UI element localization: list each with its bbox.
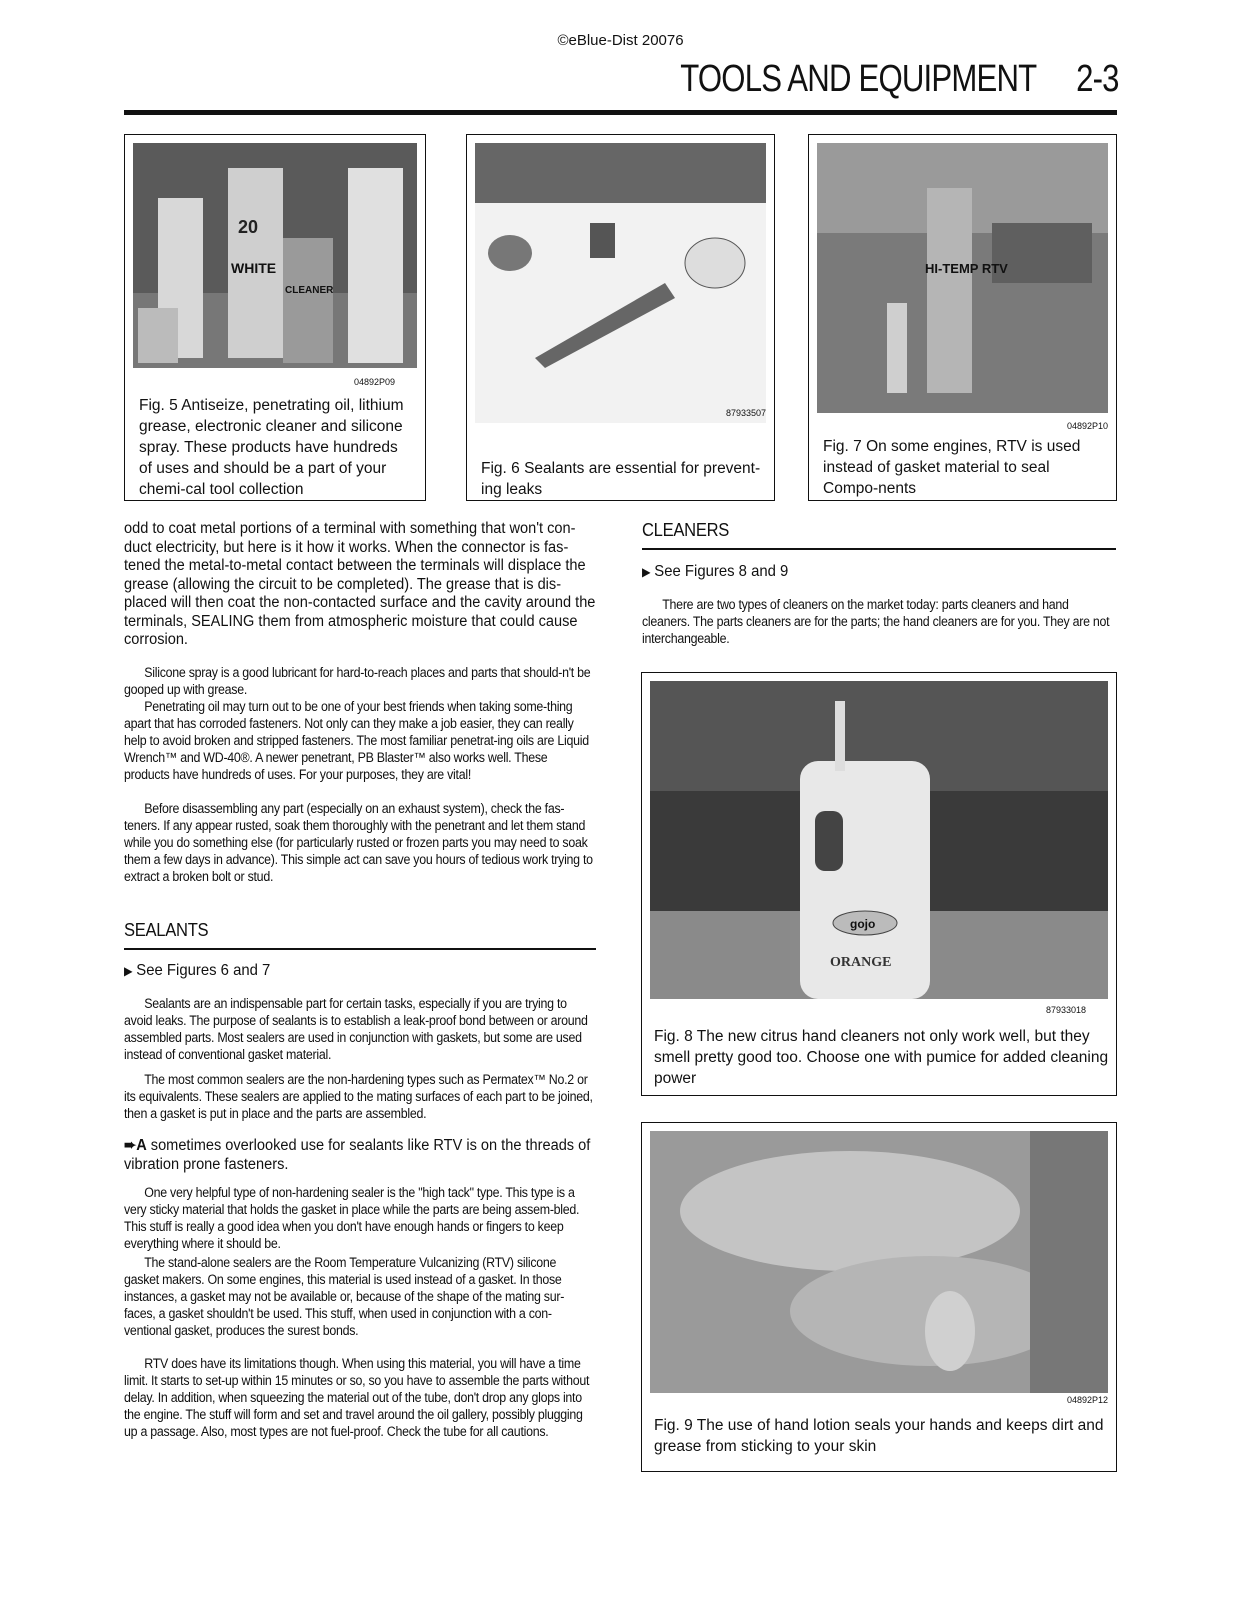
see-arrow-icon: ▶ [124, 964, 133, 978]
section-title: TOOLS AND EQUIPMENT [680, 58, 1037, 100]
note-text: sometimes overlooked use for sealants like RTV is on the threads of vibration prone fasteners. [124, 1137, 591, 1173]
fig5-can-label-3: CLEANER [285, 285, 334, 296]
sealants-heading: SEALANTS [124, 920, 209, 940]
fig5-can-label-2: WHITE [231, 260, 277, 276]
paragraph-continue: odd to coat metal portions of a terminal with something that won't con-duct electricity, but here is it how it works. When the connector is fas-tened the metal-to-metal contact between the terminals will displace the grease (allowing the circuit to be completed). The grease that is dis-placed will then coat the non-contacted surface and the cavity around the terminals, SEALING them from atmospheric moisture that could cause corrosion. [124, 520, 596, 648]
figure-9-caption: Fig. 9 The use of hand lotion seals your hands and keeps dirt and grease from sticking to your skin [654, 1417, 1104, 1455]
paragraph-silicone: Silicone spray is a good lubricant for hard-to-reach places and parts that should-n't be gooped up with grease. [124, 665, 591, 697]
paragraph-sealants-2: The most common sealers are the non-hardening types such as Permatex™ No.2 or its equivalents. These sealers are applied to the mating surfaces of each part to be joined, then a gasket is put in place and the parts are assembled. [124, 1072, 593, 1121]
figure-7-caption: Fig. 7 On some engines, RTV is used instead of gasket material to seal Compo-nents [823, 438, 1081, 497]
cleaners-see-text: See Figures 8 and 9 [654, 563, 789, 580]
figure-7-photo [817, 143, 1108, 413]
figure-5-code: 04892P09 [353, 377, 395, 387]
sealants-see-text: See Figures 6 and 7 [136, 962, 271, 979]
paragraph-penetrating: Penetrating oil may turn out to be one of your best friends when taking some-thing apart that has corroded fasteners. Not only can they make a job easier, they can really help to avoid broken and stripped fasteners. The most familiar penetrat-ing oils are Liquid Wrench™ and WD-40®. A newer penetrant, PB Blaster™ also works well. These products have hundreds of uses. For your purposes, they are vital! [124, 699, 589, 782]
figure-7 [808, 134, 1117, 501]
paragraph-sealants-1: Sealants are an indispensable part for certain tasks, especially if you are trying to avoid leaks. The purpose of sealants is to establish a leak-proof bond between or around assembled parts. Most sealers are used in conjunction with gaskets, but some are used instead of conventional gasket material. [124, 996, 588, 1062]
page-header [681, 58, 1119, 101]
fig8-label-text: ORANGE [830, 955, 892, 970]
paragraph-high-tack: One very helpful type of non-hardening sealer is the "high tack" type. This type is a very sticky material that holds the gasket in place while the parts are being assem-bled. This stuff is really a good idea when you don't have enough hands or fingers to keep everything where it should be. [124, 1185, 580, 1251]
figure-9-code: 04892P12 [1066, 1395, 1108, 1405]
fig7-tube-label: HI-TEMP RTV [925, 261, 1008, 276]
figure-5 [124, 134, 426, 501]
figure-8-code: 87933018 [1045, 1005, 1086, 1015]
figure-9-photo [650, 1131, 1108, 1393]
fig8-logo-text: gojo [850, 917, 876, 931]
sealants-see-figures [124, 962, 270, 980]
see-arrow-icon-2: ▶ [642, 565, 651, 579]
cleaners-heading: CLEANERS [642, 520, 730, 540]
sealants-rule [124, 948, 596, 950]
figure-6-code: 87933507 [725, 408, 766, 418]
page-number: 2-3 [1076, 58, 1119, 100]
figure-6-photo [475, 143, 766, 423]
header-rule [124, 110, 1117, 115]
figure-5-caption: Fig. 5 Antiseize, penetrating oil, lithium grease, electronic cleaner and silicone spray. These products have hundreds of uses and should be a part of your chemi-cal tool collection [139, 397, 404, 498]
figure-8-caption: Fig. 8 The new citrus hand cleaners not only work well, but they smell pretty good too. Choose one with pumice for added cleaning power [654, 1028, 1109, 1087]
figure-9 [641, 1122, 1117, 1472]
note-vibration [124, 1136, 599, 1174]
figure-6-caption: Fig. 6 Sealants are essential for prevent-ing leaks [481, 460, 761, 498]
paragraph-rtv: RTV does have its limitations though. When using this material, you will have a time limit. It starts to set-up within 15 minutes or so, so you have to assemble the parts without delay. In addition, when squeezing the material out of the tube, don't drop any glops into the engine. The stuff will form and set and travel around the oil gallery, possibly plugging up a passage. Also, most types are not fuel-proof. Check the tube for all cautions. [124, 1356, 590, 1439]
fig5-can-label-1: 20 [238, 217, 259, 237]
figure-5-photo [133, 143, 417, 368]
paragraph-cleaners: There are two types of cleaners on the market today: parts cleaners and hand cleaners. The parts cleaners are for the parts; the hand cleaners are for you. They are not interchangeable. [642, 597, 1110, 646]
note-arrow-icon: ➨ [124, 1137, 137, 1154]
cleaners-see-figures [642, 563, 788, 581]
cleaners-rule [642, 548, 1116, 550]
watermark-text: ©eBlue-Dist 20076 [557, 32, 684, 49]
figure-8 [641, 672, 1117, 1096]
figure-7-code: 04892P10 [1066, 421, 1108, 431]
paragraph-stand-alone: The stand-alone sealers are the Room Temperature Vulcanizing (RTV) silicone gasket makers. On some engines, this material is used instead of a gasket. In those instances, a gasket may not be available or, because of the shape of the mating sur-faces, a gasket shouldn't be used. This stuff, when used in conjunction with a con-ventional gasket, produces the surest bonds. [124, 1255, 565, 1338]
figure-8-photo [650, 681, 1108, 999]
note-prefix: A [136, 1137, 147, 1154]
figure-6 [466, 134, 775, 501]
paragraph-before: Before disassembling any part (especially on an exhaust system), check the fas-teners. If any appear rusted, soak them thoroughly with the penetrant and let them stand while you do something else (for particularly rusted or frozen parts you may need to soak them a few days in advance). This simple act can save you hours of tedious work trying to extract a broken bolt or stud. [124, 801, 593, 884]
